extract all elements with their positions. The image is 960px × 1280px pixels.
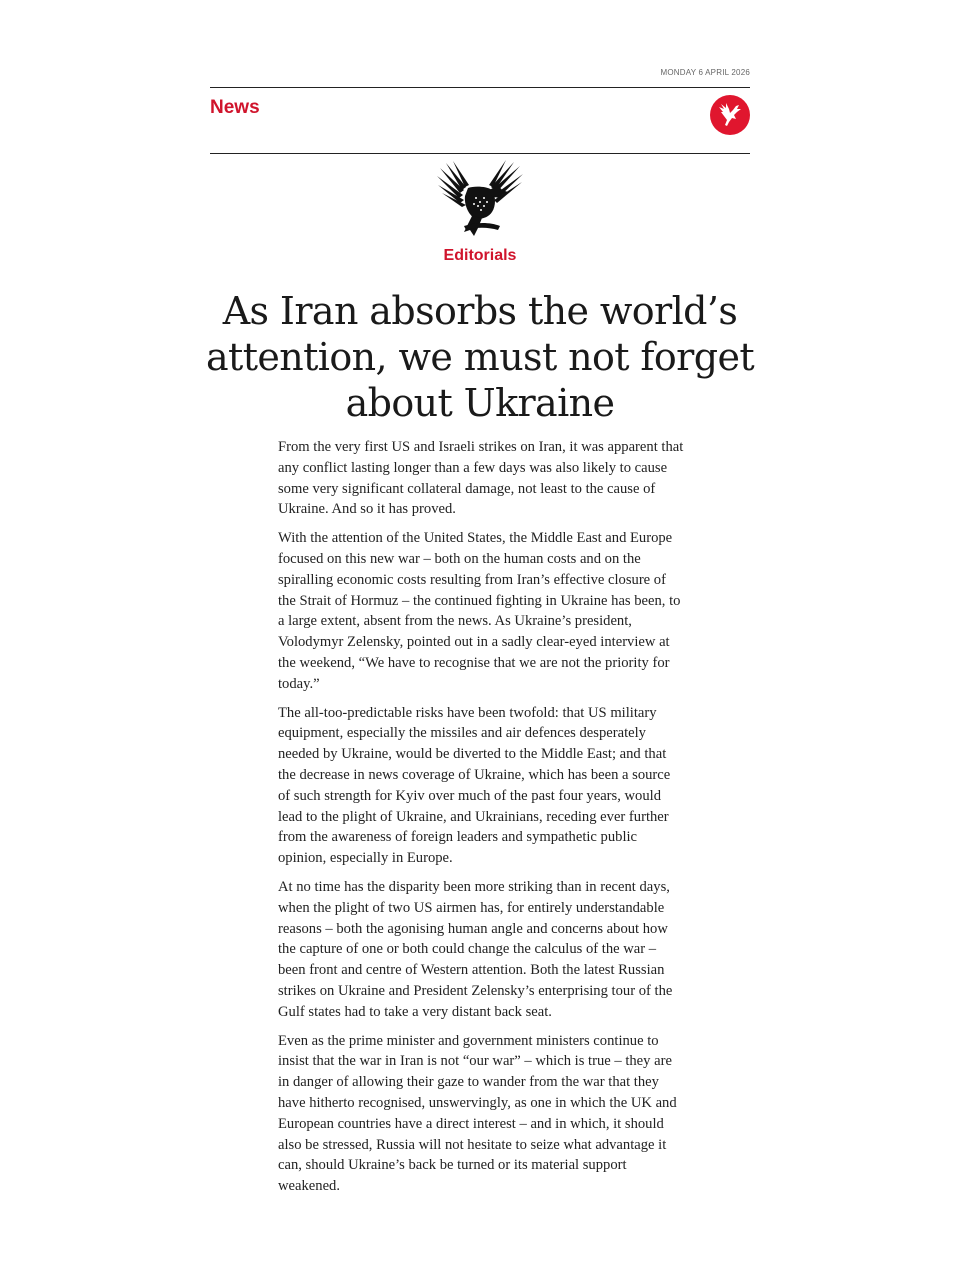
- section-kicker[interactable]: Editorials: [443, 247, 517, 264]
- header-top-rule: [210, 87, 750, 88]
- section-link-news[interactable]: News: [210, 97, 260, 118]
- article-headline: As Iran absorbs the world’s attention, we must not forget about Ukraine: [205, 289, 755, 425]
- article-paragraph: With the attention of the United States, the Middle East and Europe focused on this new war – both on the human costs and on the spiralling economic costs resulting from Iran’s effective closure of the Strait of Hormuz – the continued fighting in Ukraine has been, to a large extent, absent from the news. As Ukraine’s president, Volodymyr Zelensky, pointed out in a sadly clear-eyed interview at the weekend, “We have to recognise that we are not the priority for today.”: [278, 530, 681, 692]
- article-paragraph: At no time has the disparity been more striking than in recent days, when the plight of two US airmen has, for entirely understandable reasons – both the agonising human angle and concerns about how the capture of one or both could change the calculus of the war – been front and centre of Western attention. Both the latest Russian strikes on Ukraine and President Zelensky’s enterprising tour of the Gulf states had to take a very distant back seat.: [278, 878, 673, 1020]
- header-bottom-rule: [210, 153, 750, 154]
- publication-date: MONDAY 6 APRIL 2026: [660, 68, 750, 77]
- article-paragraph: From the very first US and Israeli strikes on Iran, it was apparent that any conflict lasting longer than a few days was also likely to cause some very significant collateral damage, not least to the cause of Ukraine. And so it has proved.: [278, 439, 684, 518]
- article-paragraph: The all-too-predictable risks have been twofold: that US military equipment, especially the missiles and air defences desperately needed by Ukraine, would be diverted to the Middle East; and that the decrease in news coverage of Ukraine, which has been a source of such strength for Kyiv over much of the past four years, would lead to the plight of Ukraine, and Ukrainians, receding ever further from the awareness of foreign leaders and sympathetic public opinion, especially in Europe.: [278, 704, 671, 867]
- eagle-logo-icon[interactable]: [710, 95, 750, 135]
- article-paragraph: Even as the prime minister and government ministers continue to insist that the war in Iran is not “our war” – which is true – they are in danger of allowing their gaze to wander from the war that they have hitherto recognised, unswervingly, as one in which the UK and European countries have a direct interest – and in which, it should also be stressed, Russia will not hesitate to seize what advantage it can, should Ukraine’s back be turned or its material support weakened.: [278, 1032, 677, 1195]
- article-body: [278, 437, 684, 1205]
- eagle-badge-icon: [715, 100, 745, 130]
- eagle-masthead-icon: [434, 160, 526, 242]
